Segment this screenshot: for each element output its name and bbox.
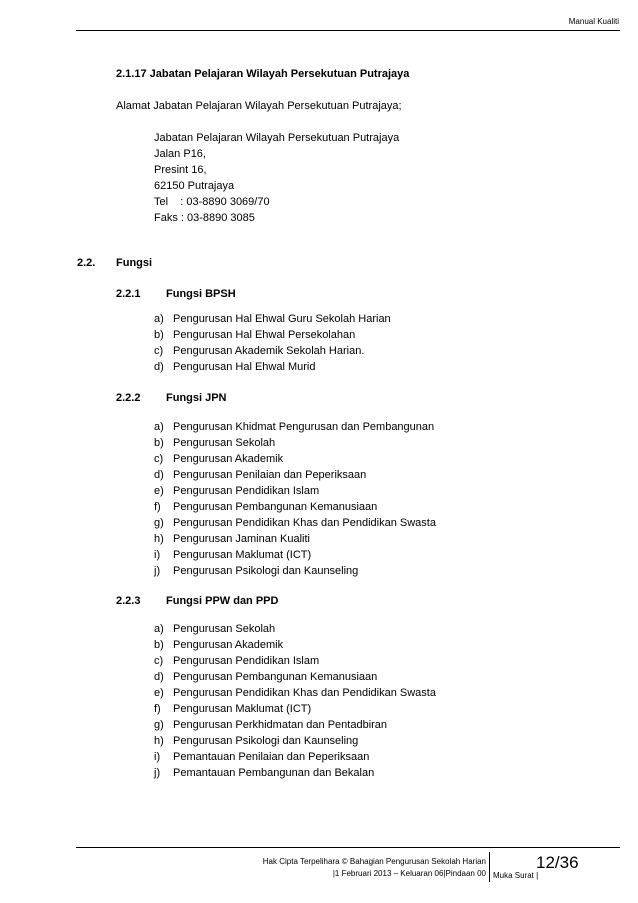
list-item: [154, 685, 436, 701]
list-marker: b): [154, 329, 164, 341]
list-item: [154, 419, 436, 435]
address-line: Jabatan Pelajaran Wilayah Persekutuan Putrajaya: [154, 132, 400, 144]
list-text: Pengurusan Pendidikan Islam: [173, 485, 320, 497]
list-ppw-ppd: [154, 621, 436, 781]
list-marker: a): [154, 421, 164, 433]
list-text: Pengurusan Akademik: [173, 639, 284, 651]
list-item: [154, 765, 436, 781]
list-item: [154, 717, 436, 733]
list-item: [154, 547, 436, 563]
list-marker: c): [154, 655, 164, 667]
running-header: Manual Kualiti: [568, 17, 619, 26]
list-text: Pengurusan Jaminan Kualiti: [173, 533, 310, 545]
subsection-title-2-2-1: Fungsi BPSH: [166, 288, 236, 300]
address-line: Faks : 03-8890 3085: [154, 212, 255, 224]
list-item: [154, 327, 391, 343]
list-marker: h): [154, 735, 164, 747]
list-item: [154, 343, 391, 359]
list-marker: g): [154, 719, 164, 731]
address-intro: Alamat Jabatan Pelajaran Wilayah Persekutuan Putrajaya;: [116, 100, 402, 112]
list-item: [154, 563, 436, 579]
list-text: Pengurusan Maklumat (ICT): [173, 549, 312, 561]
list-item: [154, 515, 436, 531]
list-text: Pemantauan Pembangunan dan Bekalan: [173, 767, 375, 779]
list-marker: b): [154, 437, 164, 449]
list-marker: e): [154, 485, 164, 497]
list-text: Pengurusan Hal Ehwal Persekolahan: [173, 329, 356, 341]
list-marker: j): [154, 565, 161, 577]
section-title-2-2: Fungsi: [116, 257, 153, 269]
list-text: Pengurusan Hal Ehwal Murid: [173, 361, 316, 373]
list-marker: d): [154, 469, 164, 481]
list-text: Pengurusan Perkhidmatan dan Pentadbiran: [173, 719, 388, 731]
list-text: Pengurusan Akademik: [173, 453, 284, 465]
list-item: [154, 669, 436, 685]
footer-edition: |1 Februari 2013 – Keluaran 06|Pindaan 00: [332, 869, 486, 878]
list-item: [154, 499, 436, 515]
footer-page-label: Muka Surat |: [493, 871, 539, 880]
list-item: [154, 701, 436, 717]
list-item: [154, 733, 436, 749]
subsection-number-2-2-1: 2.2.1: [116, 288, 141, 300]
list-item: [154, 435, 436, 451]
list-marker: i): [154, 549, 161, 561]
list-text: Pengurusan Pendidikan Khas dan Pendidikan Swasta: [173, 517, 436, 529]
list-item: [154, 359, 391, 375]
section-heading-2-1-17: 2.1.17 Jabatan Pelajaran Wilayah Persekutuan Putrajaya: [116, 68, 410, 80]
footer-page-number: 12/36: [536, 853, 579, 872]
list-item: [154, 531, 436, 547]
list-jpn: [154, 419, 436, 579]
list-text: Pengurusan Pendidikan Islam: [173, 655, 320, 667]
address-line: 62150 Putrajaya: [154, 180, 235, 192]
list-text: Pengurusan Psikologi dan Kaunseling: [173, 735, 359, 747]
list-item: [154, 311, 391, 327]
list-text: Pengurusan Pembangunan Kemanusiaan: [173, 501, 378, 513]
list-marker: d): [154, 671, 164, 683]
list-marker: c): [154, 453, 164, 465]
address-line: Tel : 03-8890 3069/70: [154, 196, 270, 208]
list-item: [154, 483, 436, 499]
list-marker: a): [154, 623, 164, 635]
list-item: [154, 653, 436, 669]
list-marker: f): [154, 501, 161, 513]
list-item: [154, 621, 436, 637]
subsection-number-2-2-3: 2.2.3: [116, 595, 141, 607]
footer-rule: [76, 847, 620, 848]
list-item: [154, 749, 436, 765]
list-marker: d): [154, 361, 164, 373]
subsection-number-2-2-2: 2.2.2: [116, 392, 141, 404]
list-item: [154, 467, 436, 483]
address-line: Presint 16,: [154, 164, 207, 176]
list-text: Pengurusan Pembangunan Kemanusiaan: [173, 671, 378, 683]
subsection-title-2-2-3: Fungsi PPW dan PPD: [166, 595, 279, 607]
list-text: Pengurusan Maklumat (ICT): [173, 703, 312, 715]
list-marker: e): [154, 687, 164, 699]
list-marker: j): [154, 767, 161, 779]
address-block: [154, 130, 399, 226]
list-marker: b): [154, 639, 164, 651]
list-text: Pengurusan Khidmat Pengurusan dan Pembangunan: [173, 421, 435, 433]
list-item: [154, 451, 436, 467]
list-text: Pengurusan Akademik Sekolah Harian.: [173, 345, 365, 357]
list-text: Pengurusan Sekolah: [173, 437, 276, 449]
footer-divider: [489, 852, 490, 882]
list-text: Pengurusan Psikologi dan Kaunseling: [173, 565, 359, 577]
header-rule: [76, 30, 620, 31]
list-marker: g): [154, 517, 164, 529]
list-bpsh: [154, 311, 391, 375]
list-item: [154, 637, 436, 653]
list-marker: c): [154, 345, 164, 357]
list-text: Pemantauan Penilaian dan Peperiksaan: [173, 751, 370, 763]
list-text: Pengurusan Penilaian dan Peperiksaan: [173, 469, 367, 481]
subsection-title-2-2-2: Fungsi JPN: [166, 392, 227, 404]
list-text: Pengurusan Sekolah: [173, 623, 276, 635]
section-number-2-2: 2.2.: [77, 257, 96, 269]
list-text: Pengurusan Pendidikan Khas dan Pendidikan Swasta: [173, 687, 436, 699]
list-marker: f): [154, 703, 161, 715]
list-text: Pengurusan Hal Ehwal Guru Sekolah Harian: [173, 313, 391, 325]
footer-copyright: Hak Cipta Terpelihara © Bahagian Pengurusan Sekolah Harian: [262, 857, 486, 866]
footer-copyright-block: [263, 856, 486, 880]
address-line: Jalan P16,: [154, 148, 206, 160]
list-marker: h): [154, 533, 164, 545]
list-marker: a): [154, 313, 164, 325]
list-marker: i): [154, 751, 161, 763]
